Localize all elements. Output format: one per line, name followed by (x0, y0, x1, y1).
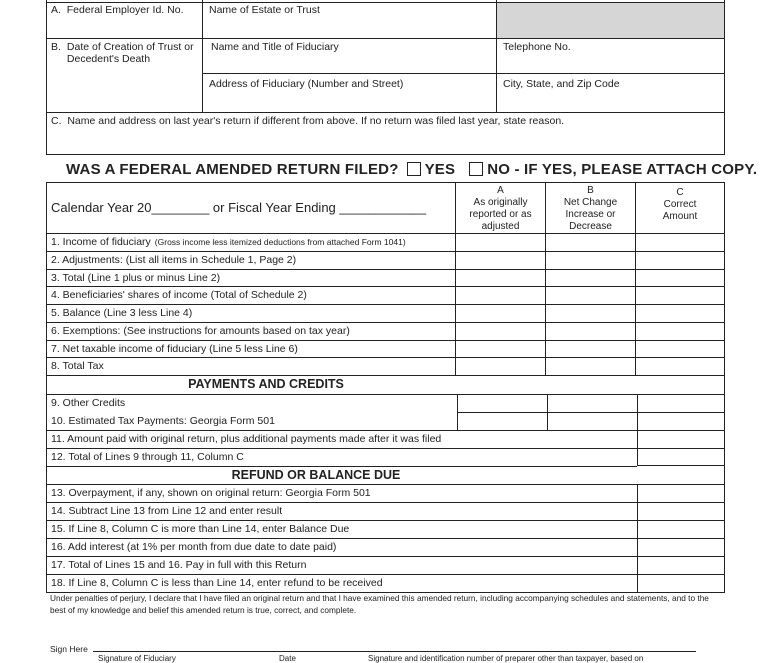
line-3: 3. Total (Line 1 plus or minus Line 2) (51, 272, 221, 284)
line-8: 8. Total Tax (51, 360, 104, 372)
line-4-col-c-field[interactable] (636, 287, 724, 303)
no-checkbox[interactable] (469, 162, 483, 176)
amended-question: WAS A FEDERAL AMENDED RETURN FILED? YES NO - IF YES, PLEASE ATTACH COPY. (66, 161, 758, 178)
line-7: 7. Net taxable income of fiduciary (Line 5 less Line 6) (51, 343, 298, 355)
line-2-col-c-field[interactable] (636, 252, 724, 268)
estate-name-field[interactable]: Name of Estate or Trust (209, 4, 320, 16)
perjury-declaration: Under penalties of perjury, I declare that I have filed an original return and that I have examined this amended return, including accompanying schedules and statements, and to the best of my knowledge and belief this amended return is true, correct, and complete. (50, 593, 709, 615)
fiduciary-address-field[interactable]: Address of Fiduciary (Number and Street) (209, 78, 404, 90)
city-state-zip-field[interactable]: City, State, and Zip Code (503, 78, 620, 90)
yes-checkbox[interactable] (407, 162, 421, 176)
column-b-header: B Net Change Increase or Decrease (563, 185, 618, 232)
line-8-col-a-field[interactable] (456, 358, 544, 374)
line-2: 2. Adjustments: (List all items in Schedule 1, Page 2) (51, 254, 297, 266)
line-7-col-a-field[interactable] (456, 341, 544, 357)
prior-return-field[interactable]: C. Name and address on last year's return if different from above. If no return was filed last year, state reason. (51, 115, 565, 127)
period-label[interactable]: Calendar Year 20________ or Fiscal Year Ending ____________ (51, 200, 427, 215)
line-2-col-a-field[interactable] (456, 252, 544, 268)
line-16-col-c-field[interactable] (638, 539, 724, 555)
column-a-header: A As originally reported or as adjusted (469, 185, 532, 232)
line-1: 1. Income of fiduciary (Gross income less itemized deductions from attached Form 1041) (51, 236, 406, 248)
line-5-col-c-field[interactable] (636, 305, 724, 321)
line-7-col-b-field[interactable] (546, 341, 634, 357)
line-6-col-b-field[interactable] (546, 323, 634, 339)
preparer-signature-label[interactable]: Signature and identification number of preparer other than taxpayer, based on (368, 654, 644, 663)
line-15: 15. If Line 8, Column C is more than Line 14, enter Balance Due (51, 523, 350, 535)
refund-heading: REFUND OR BALANCE DUE (231, 468, 401, 482)
line-6-col-c-field[interactable] (636, 323, 724, 339)
telephone-field[interactable]: Telephone No. (503, 41, 571, 53)
line-13: 13. Overpayment, if any, shown on original return: Georgia Form 501 (51, 487, 371, 499)
column-c-header: C Correct Amount (662, 187, 698, 222)
field-a-label: A. Federal Employer Id. No. (51, 4, 184, 16)
line-2-col-b-field[interactable] (546, 252, 634, 268)
signature-line (93, 651, 696, 652)
line-8-col-b-field[interactable] (546, 358, 634, 374)
line-4: 4. Beneficiaries' shares of income (Total of Schedule 2) (51, 289, 307, 301)
line-1-col-a-field[interactable] (456, 234, 544, 250)
line-3-col-a-field[interactable] (456, 270, 544, 286)
line-5: 5. Balance (Line 3 less Line 4) (51, 307, 193, 319)
header-shaded-box (496, 2, 725, 38)
fiduciary-name-field[interactable]: Name and Title of Fiduciary (211, 41, 339, 53)
line-1-col-b-field[interactable] (546, 234, 634, 250)
line-16: 16. Add interest (at 1% per month from due date to date paid) (51, 541, 337, 553)
line-13-col-c-field[interactable] (638, 485, 724, 501)
line-5-col-a-field[interactable] (456, 305, 544, 321)
line-17-col-c-field[interactable] (638, 557, 724, 573)
line-3-col-c-field[interactable] (636, 270, 724, 286)
line-4-col-b-field[interactable] (546, 287, 634, 303)
sign-here-label: Sign Here (50, 644, 88, 654)
line-18-col-c-field[interactable] (638, 575, 724, 591)
field-b-label: B. Date of Creation of Trust or Decedent's Death (51, 41, 194, 65)
fiduciary-signature-label[interactable]: Signature of Fiduciary (98, 654, 176, 663)
line-6: 6. Exemptions: (See instructions for amounts based on tax year) (51, 325, 350, 337)
line-11: 11. Amount paid with original return, plus additional payments made after it was filed (51, 433, 442, 445)
payments-heading: PAYMENTS AND CREDITS (188, 377, 344, 391)
date-label[interactable]: Date (279, 654, 296, 663)
line-4-col-a-field[interactable] (456, 287, 544, 303)
line-15-col-c-field[interactable] (638, 521, 724, 537)
line-10: 10. Estimated Tax Payments: Georgia Form 501 (51, 415, 275, 427)
line-3-col-b-field[interactable] (546, 270, 634, 286)
line-9: 9. Other Credits (51, 397, 126, 409)
line-12: 12. Total of Lines 9 through 11, Column C (51, 451, 244, 463)
line-5-col-b-field[interactable] (546, 305, 634, 321)
line-1-col-c-field[interactable] (636, 234, 724, 250)
line-6-col-a-field[interactable] (456, 323, 544, 339)
line-14-col-c-field[interactable] (638, 503, 724, 519)
line-14: 14. Subtract Line 13 from Line 12 and enter result (51, 505, 283, 517)
line-17: 17. Total of Lines 15 and 16. Pay in full with this Return (51, 559, 307, 571)
line-7-col-c-field[interactable] (636, 341, 724, 357)
line-18: 18. If Line 8, Column C is less than Line 14, enter refund to be received (51, 577, 383, 589)
line-8-col-c-field[interactable] (636, 358, 724, 374)
